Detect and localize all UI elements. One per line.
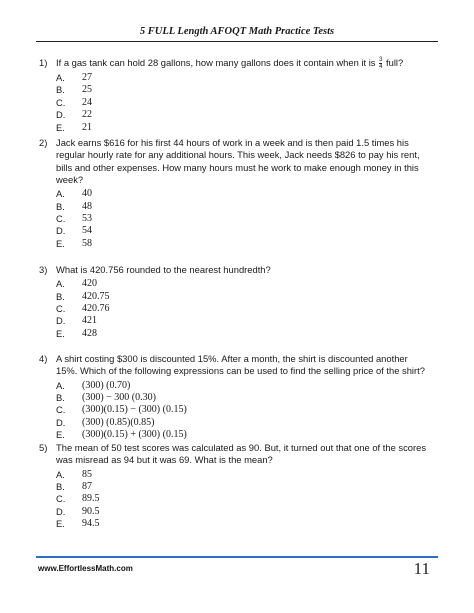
answer-option-b[interactable] <box>56 392 426 404</box>
option-text: 90.5 <box>82 505 100 517</box>
option-letter: D. <box>56 225 66 237</box>
option-letter: E. <box>56 429 65 441</box>
option-letter: A. <box>56 278 65 290</box>
question-stem-text-end: full? <box>383 57 404 68</box>
footer-divider <box>36 556 438 558</box>
option-letter: A. <box>56 468 65 480</box>
answer-option-e[interactable] <box>56 429 426 441</box>
answer-option-a[interactable] <box>56 72 426 84</box>
option-letter: E. <box>56 327 65 339</box>
answer-options <box>56 278 426 340</box>
answer-options <box>56 380 426 442</box>
question-5 <box>39 442 427 531</box>
option-text: 27 <box>82 72 92 84</box>
option-text: (300)(0.15) − (300) (0.15) <box>82 404 187 416</box>
question-number: 5) <box>39 442 48 453</box>
answer-option-b[interactable] <box>56 291 426 303</box>
answer-options <box>56 188 426 250</box>
option-letter: D. <box>56 109 66 121</box>
question-number: 2) <box>39 137 48 148</box>
answer-option-a[interactable] <box>56 380 426 392</box>
question-3 <box>39 264 426 340</box>
option-letter: C. <box>56 96 66 108</box>
question-stem: What is 420.756 rounded to the nearest hundredth? <box>56 264 271 275</box>
option-text: 21 <box>82 121 92 133</box>
question-stem <box>56 57 426 70</box>
fraction-denominator: 4 <box>379 64 383 71</box>
option-letter: B. <box>56 290 65 302</box>
option-text: 87 <box>82 480 92 492</box>
answer-option-e[interactable] <box>56 238 426 250</box>
question-number: 1) <box>39 57 48 68</box>
option-text: 25 <box>82 84 92 96</box>
option-letter: C. <box>56 303 66 315</box>
option-letter: A. <box>56 379 65 391</box>
option-text: 54 <box>82 225 92 237</box>
option-letter: C. <box>56 493 66 505</box>
answer-option-a[interactable] <box>56 188 426 200</box>
answer-option-a[interactable] <box>56 278 426 290</box>
answer-option-d[interactable] <box>56 109 426 121</box>
answer-option-d[interactable] <box>56 417 426 429</box>
answer-option-c[interactable] <box>56 404 426 416</box>
answer-option-c[interactable] <box>56 493 426 505</box>
fraction-numerator: 3 <box>379 57 383 64</box>
question-stem: The mean of 50 test scores was calculated as 90. But, it turned out that one of the scores was misread as 94 but it was 69. What is the mean? <box>56 442 427 466</box>
answer-option-c[interactable] <box>56 97 426 109</box>
answer-option-d[interactable] <box>56 315 426 327</box>
question-1 <box>39 57 426 134</box>
option-text: (300) − 300 (0.30) <box>82 391 156 403</box>
option-text: 22 <box>82 109 92 121</box>
header-divider <box>36 41 438 42</box>
answer-option-d[interactable] <box>56 506 426 518</box>
question-number: 3) <box>39 264 48 275</box>
option-text: 48 <box>82 200 92 212</box>
answer-option-b[interactable] <box>56 201 426 213</box>
option-letter: D. <box>56 505 66 517</box>
option-text: 53 <box>82 212 92 224</box>
option-letter: B. <box>56 480 65 492</box>
answer-option-c[interactable] <box>56 303 426 315</box>
question-4 <box>39 353 426 442</box>
option-text: (300) (0.70) <box>82 379 131 391</box>
option-letter: D. <box>56 416 66 428</box>
page-number: 11 <box>413 559 430 578</box>
option-letter: C. <box>56 404 66 416</box>
footer-website-link[interactable]: www.EffortlessMath.com <box>38 564 133 573</box>
option-text: 89.5 <box>82 493 100 505</box>
question-2 <box>39 137 426 250</box>
answer-option-c[interactable] <box>56 213 426 225</box>
option-text: 40 <box>82 188 92 200</box>
question-stem-text: If a gas tank can hold 28 gallons, how many gallons does it contain when it is <box>56 57 379 68</box>
option-text: 420 <box>82 278 97 290</box>
option-text: 58 <box>82 237 92 249</box>
answer-option-e[interactable] <box>56 328 426 340</box>
answer-option-e[interactable] <box>56 122 426 134</box>
option-text: 421 <box>82 315 97 327</box>
answer-options <box>56 469 426 531</box>
option-text: 420.75 <box>82 290 110 302</box>
option-text: 24 <box>82 96 92 108</box>
option-letter: D. <box>56 315 66 327</box>
option-letter: B. <box>56 391 65 403</box>
option-letter: B. <box>56 84 65 96</box>
option-text: 428 <box>82 327 97 339</box>
answer-option-b[interactable] <box>56 84 426 96</box>
question-stem: A shirt costing $300 is discounted 15%. After a month, the shirt is discounted another 15%. Which of the following expressions can be used to find the selling price of the shirt? <box>56 353 425 377</box>
question-number: 4) <box>39 353 48 364</box>
answer-option-a[interactable] <box>56 469 426 481</box>
option-text: 85 <box>82 468 92 480</box>
option-letter: E. <box>56 121 65 133</box>
option-letter: A. <box>56 188 65 200</box>
option-text: (300) (0.85)(0.85) <box>82 416 155 428</box>
option-text: 420.76 <box>82 303 110 315</box>
option-letter: E. <box>56 518 65 530</box>
question-stem: Jack earns $616 for his first 44 hours of work in a week and is then paid 1.5 times his regular hourly rate for any additional hours. This week, Jack needs $826 to pay his rent, bills and other expenses. How many hours must he work to make enough money in this week? <box>56 137 420 185</box>
fraction <box>379 57 382 70</box>
answer-option-b[interactable] <box>56 481 426 493</box>
option-letter: E. <box>56 237 65 249</box>
option-text: 94.5 <box>82 518 100 530</box>
answer-option-d[interactable] <box>56 225 426 237</box>
option-letter: B. <box>56 200 65 212</box>
answer-options <box>56 72 426 134</box>
option-text: (300)(0.15) + (300) (0.15) <box>82 429 187 441</box>
answer-option-e[interactable] <box>56 518 426 530</box>
option-letter: A. <box>56 72 65 84</box>
page-header-title: 5 FULL Length AFOQT Math Practice Tests <box>139 26 335 37</box>
option-letter: C. <box>56 212 66 224</box>
